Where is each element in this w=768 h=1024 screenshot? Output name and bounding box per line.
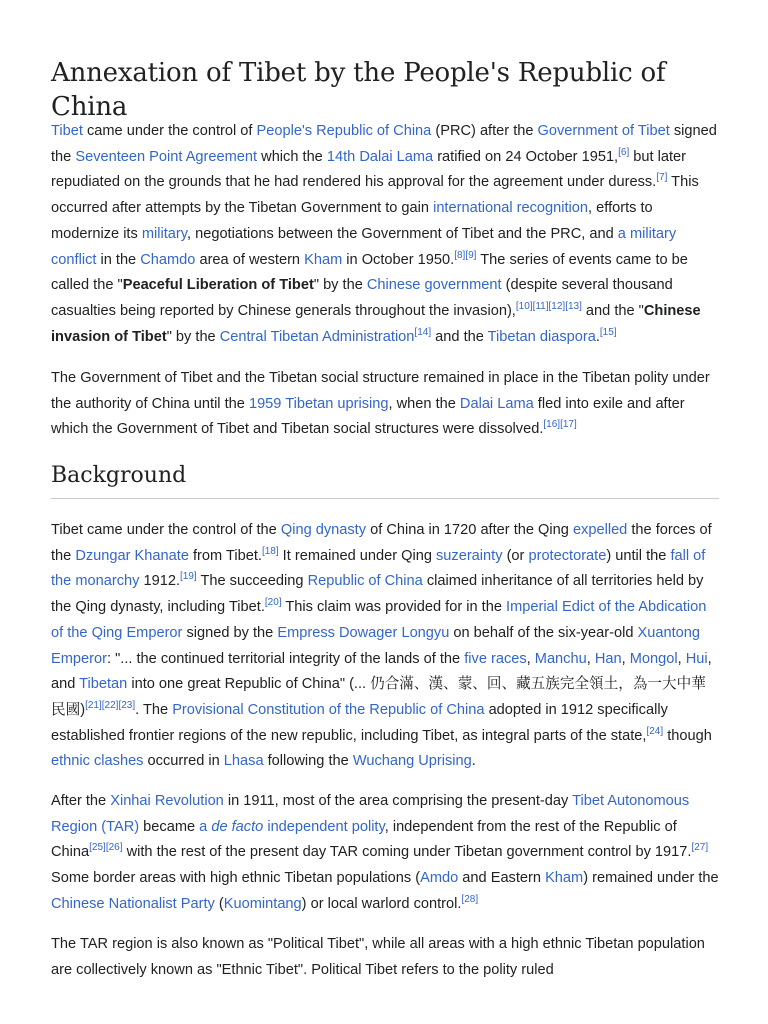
link-international-recognition[interactable]: international recognition [433, 200, 589, 217]
text: occurred in [143, 753, 224, 770]
citation [454, 250, 476, 261]
link-seventeen-point-agreement[interactable]: Seventeen Point Agreement [75, 148, 258, 165]
citation [414, 327, 431, 338]
text: . The [135, 701, 173, 718]
link-republic-of-china[interactable]: Republic of China [307, 573, 423, 590]
link-military-conflict[interactable]: a military conflict [51, 225, 677, 268]
citation-link[interactable]: [20] [264, 597, 282, 609]
citation [461, 894, 478, 905]
citation-link[interactable]: [10] [515, 301, 533, 313]
link-amdo[interactable]: Amdo [420, 870, 459, 887]
page-title: Annexation of Tibet by the People's Republic of China [51, 58, 666, 122]
link-expelled[interactable]: expelled [572, 522, 628, 538]
text: area of western [195, 251, 305, 268]
citation [180, 572, 197, 583]
text: in October 1950. [342, 251, 455, 268]
text: (despite several thousand casualties being reported by Chinese generals throughout the invasion), [51, 277, 673, 319]
citation-link[interactable]: [25] [89, 842, 106, 854]
text: adopted in 1912 specifically established frontier regions of the new republic, including Tibet, as integral parts of the state, [51, 701, 668, 744]
link-de-facto-independent-polity[interactable] [199, 819, 385, 835]
link-chinese-government[interactable]: Chinese government [366, 277, 502, 294]
link-tibet[interactable]: Tibet [51, 123, 83, 139]
text: but later repudiated on the grounds that he had rendered his approval for the agreement under duress. [51, 148, 687, 191]
link-tibetan-diaspora[interactable]: Tibetan diaspora [487, 328, 596, 345]
citation [646, 726, 663, 737]
link-part: a [199, 818, 212, 835]
section-heading: Background [51, 463, 187, 488]
text: and the " [581, 302, 644, 319]
text: on behalf of the six-year-old [449, 624, 638, 641]
text: which the [257, 148, 327, 165]
citation-link[interactable]: [27] [691, 842, 709, 854]
text: Tibet came under the control of the [51, 522, 281, 538]
link-mongol[interactable]: Mongol [629, 650, 678, 667]
lead-paragraph [51, 119, 719, 350]
citation-link[interactable]: [24] [646, 725, 664, 737]
text: The TAR region is also known as "Political Tibet", while all areas with a high ethnic Tibetan population are collectively known as "Ethnic Tibet". Political Tibet refers to the polity ruled [51, 936, 705, 978]
link-qing-dynasty[interactable]: Qing dynasty [280, 522, 367, 538]
text: ) or local warlord control. [301, 895, 462, 912]
citation-link[interactable]: [8] [454, 249, 466, 261]
text: claimed inheritance of all territories held by the Qing dynasty, including Tibet. [51, 573, 704, 616]
text: in 1911, most of the area comprising the present-day [223, 793, 573, 809]
link-protectorate[interactable]: protectorate [528, 547, 607, 564]
link-1959-tibetan-uprising[interactable]: 1959 Tibetan uprising [248, 395, 389, 412]
text: became [139, 818, 200, 835]
citation-link[interactable]: [7] [656, 172, 668, 184]
bold-term-chinese-invasion: Chinese invasion of Tibet [51, 302, 701, 345]
citation [85, 700, 135, 711]
text: came under the control of [82, 123, 257, 139]
paragraph [51, 789, 719, 918]
text: " by the [166, 328, 220, 345]
paragraph [51, 366, 719, 443]
link-kham[interactable]: Kham [304, 251, 343, 268]
citation-link[interactable]: [28] [461, 893, 479, 905]
link-empress-dowager-longyu[interactable]: Empress Dowager Longyu [277, 624, 450, 641]
link-han[interactable]: Han [594, 650, 622, 667]
text: with the rest of the present day TAR coming under Tibetan government control by 1917. [122, 844, 692, 861]
link-government-of-tibet[interactable]: Government of Tibet [537, 123, 670, 139]
citation [543, 420, 576, 431]
link-imperial-edict[interactable]: Imperial Edict of the Abdication of the Qing Emperor [51, 599, 707, 641]
text: , [677, 650, 686, 667]
text: , [621, 650, 630, 667]
text: . [595, 328, 600, 345]
citation [89, 843, 122, 854]
citation-link[interactable]: [18] [261, 545, 279, 557]
link-lhasa[interactable]: Lhasa [223, 753, 264, 770]
link-provisional-constitution[interactable]: Provisional Constitution of the Republic of China [172, 701, 485, 718]
text: The succeeding [196, 573, 308, 590]
citation-link[interactable]: [14] [414, 326, 432, 338]
citation-link[interactable]: [13] [565, 301, 582, 313]
citation-link[interactable]: [16] [543, 419, 561, 431]
text: ) until the [606, 547, 671, 564]
text: ) remained under the [583, 870, 719, 887]
citation-link[interactable]: [6] [618, 146, 630, 158]
link-hui[interactable]: Hui [685, 650, 708, 667]
text: and Eastern [458, 870, 546, 887]
link-tibet-autonomous-region[interactable]: Tibet Autonomous Region (TAR) [51, 793, 690, 835]
text: and the [431, 328, 488, 345]
citation-link[interactable]: [15] [599, 326, 617, 338]
text: , when the [388, 395, 460, 412]
link-kham[interactable]: Kham [545, 870, 584, 887]
link-xinhai-revolution[interactable]: Xinhai Revolution [110, 793, 224, 809]
text: It remained under Qing [278, 547, 436, 564]
text: ratified on 24 October 1951, [433, 148, 619, 165]
link-dzungar-khanate[interactable]: Dzungar Khanate [75, 547, 189, 564]
citation-link[interactable]: [17] [560, 419, 577, 431]
text: . [471, 753, 476, 770]
text: from Tibet. [188, 547, 262, 564]
text: Some border areas with high ethnic Tibetan populations ( [51, 870, 421, 887]
citation [262, 546, 279, 557]
text: This claim was provided for in the [281, 599, 507, 616]
citation-link[interactable]: [23] [118, 700, 136, 712]
link-xuantong-emperor[interactable]: Xuantong Emperor [51, 624, 701, 667]
text: ( [214, 895, 224, 912]
citation [691, 843, 708, 854]
citation [656, 173, 667, 184]
citation-link[interactable]: [26] [105, 842, 123, 854]
text: The series of events came to be called the " [51, 251, 688, 294]
link-five-races[interactable]: five races [464, 650, 527, 667]
text: though [663, 727, 712, 744]
text: in the [96, 251, 141, 268]
link-kuomintang[interactable]: Kuomintang [223, 895, 302, 912]
text: (or [502, 547, 529, 564]
citation-link[interactable]: [21] [85, 700, 102, 712]
text: The Government of Tibet and the Tibetan social structure remained in place in the Tibetan polity under the authority of China until the [51, 370, 710, 412]
text: the forces of the [51, 522, 712, 564]
link-fall-of-the-monarchy[interactable]: fall of the monarchy [51, 547, 706, 590]
paragraph [51, 932, 719, 983]
citation-link[interactable]: [12] [548, 301, 566, 313]
citation-link[interactable]: [9] [465, 249, 477, 261]
link-14th-dalai-lama[interactable]: 14th Dalai Lama [326, 148, 434, 165]
text: , independent from the rest of the Republic of China [51, 818, 677, 861]
citation-link[interactable]: [22] [101, 700, 119, 712]
text: , and [51, 650, 712, 693]
link-chinese-nationalist-party[interactable]: Chinese Nationalist Party [51, 895, 215, 912]
text: " by the [313, 277, 367, 294]
text: 1912. [139, 573, 180, 590]
text: After the [51, 793, 111, 809]
link-chamdo[interactable]: Chamdo [140, 251, 196, 268]
text: (PRC) after the [431, 123, 538, 139]
link-tibetan[interactable]: Tibetan [79, 676, 128, 693]
link-manchu[interactable]: Manchu [534, 650, 587, 667]
section-background [51, 462, 719, 499]
link-central-tibetan-administration[interactable]: Central Tibetan Administration [219, 328, 415, 345]
text: of China in 1720 after the Qing [366, 522, 573, 538]
citation-link[interactable]: [19] [180, 571, 197, 583]
citation [600, 327, 617, 338]
link-dalai-lama[interactable]: Dalai Lama [459, 395, 534, 412]
link-suzerainty[interactable]: suzerainty [436, 547, 503, 564]
text: signed the [51, 123, 717, 165]
link-part-italic: de facto [211, 818, 264, 835]
link-military[interactable]: military [141, 225, 187, 242]
citation-link[interactable]: [11] [532, 301, 549, 313]
text: , [526, 650, 535, 667]
citation [618, 147, 629, 158]
text: into one great Republic of China" (... 仍合滿、漢、蒙、回、藏五族完全領土，為一大中華民國) [51, 676, 706, 718]
text: , negotiations between the Government of Tibet and the PRC, and [186, 225, 618, 242]
text: This occurred after attempts by the Tibetan Government to gain [51, 174, 699, 217]
link-wuchang-uprising[interactable]: Wuchang Uprising [352, 753, 472, 770]
citation [265, 597, 282, 608]
bold-term-peaceful-liberation: Peaceful Liberation of Tibet [122, 277, 314, 294]
link-part: independent polity [263, 818, 385, 835]
text: signed by the [182, 624, 278, 641]
text: fled into exile and after which the Government of Tibet and Tibetan social structures were dissolved. [51, 395, 685, 438]
link-prc[interactable]: People's Republic of China [256, 123, 432, 139]
text: , [586, 650, 595, 667]
citation [516, 301, 582, 312]
link-ethnic-clashes[interactable]: ethnic clashes [51, 753, 144, 770]
text: , efforts to modernize its [51, 200, 653, 242]
text: following the [263, 753, 353, 770]
paragraph [51, 518, 719, 775]
text: : "... the continued territorial integrity of the lands of the [106, 650, 465, 667]
